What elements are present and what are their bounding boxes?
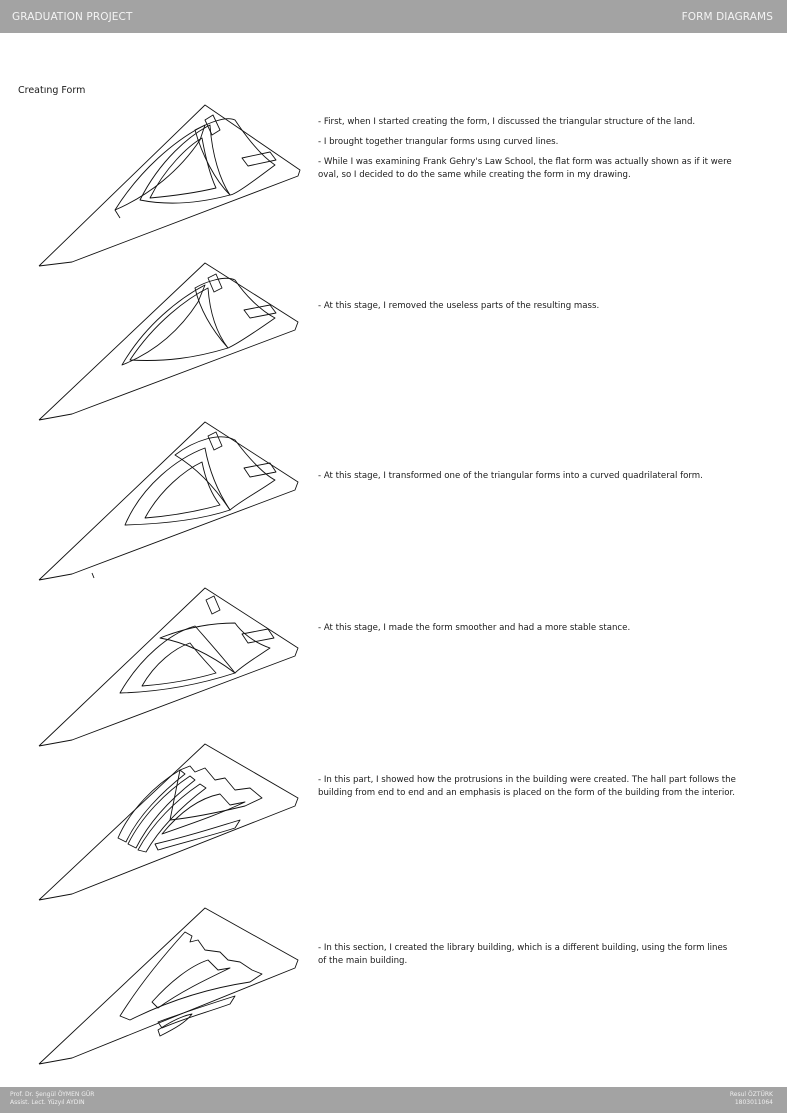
advisor-1: Prof. Dr. Şengül ÖYMEN GÜR — [10, 1091, 95, 1098]
form-diagram-5 — [30, 740, 305, 910]
step-1-description — [318, 116, 738, 189]
step-1-paragraph-3: - While I was examining Frank Gehry's Law School, the flat form was actually shown as if it were oval, so I decided to do the same while creating the form in my drawing. — [318, 157, 732, 180]
form-diagram-1 — [30, 100, 305, 270]
step-4-description — [318, 622, 738, 642]
step-5-paragraph-1: - In this part, I showed how the protrusions in the building were created. The hall part follows the building from end to end and an emphasis is placed on the form of the building from the interior. — [318, 775, 736, 798]
step-6-paragraph-1: - In this section, I created the library building, which is a different building, using the form lines of the main building. — [318, 943, 728, 966]
advisor-2: Assist. Lect. Yüzyıl AYDIN — [10, 1099, 85, 1106]
student-name: Resul ÖZTÜRK — [729, 1091, 773, 1098]
step-1-paragraph-2: - I brought together trıangular forms usıng curved lines. — [318, 137, 559, 147]
step-4-paragraph-1: - At this stage, I made the form smoother and had a more stable stance. — [318, 623, 631, 633]
step-1-paragraph-1: - First, when I started creating the form, I discussed the triangular structure of the land. — [318, 117, 696, 127]
page-footer — [0, 1087, 787, 1113]
project-title: GRADUATION PROJECT — [12, 11, 133, 23]
advisors — [10, 1091, 94, 1107]
step-6-description — [318, 942, 738, 975]
student-number: 1803011064 — [734, 1099, 773, 1106]
form-diagram-6 — [30, 904, 305, 1074]
step-5-description — [318, 774, 738, 807]
student-info — [730, 1091, 773, 1107]
page-header — [0, 0, 787, 33]
section-title: Creatıng Form — [18, 85, 86, 96]
form-diagram-2 — [30, 260, 305, 430]
form-diagram-3 — [30, 420, 305, 590]
step-3-paragraph-1: - At this stage, I transformed one of the triangular forms into a curved quadrilateral form. — [318, 471, 703, 481]
form-diagram-4 — [30, 588, 305, 758]
step-2-description — [318, 300, 738, 320]
step-3-description — [318, 470, 738, 490]
step-2-paragraph-1: - At this stage, I removed the useless parts of the resulting mass. — [318, 301, 600, 311]
section-label: FORM DIAGRAMS — [681, 11, 773, 23]
